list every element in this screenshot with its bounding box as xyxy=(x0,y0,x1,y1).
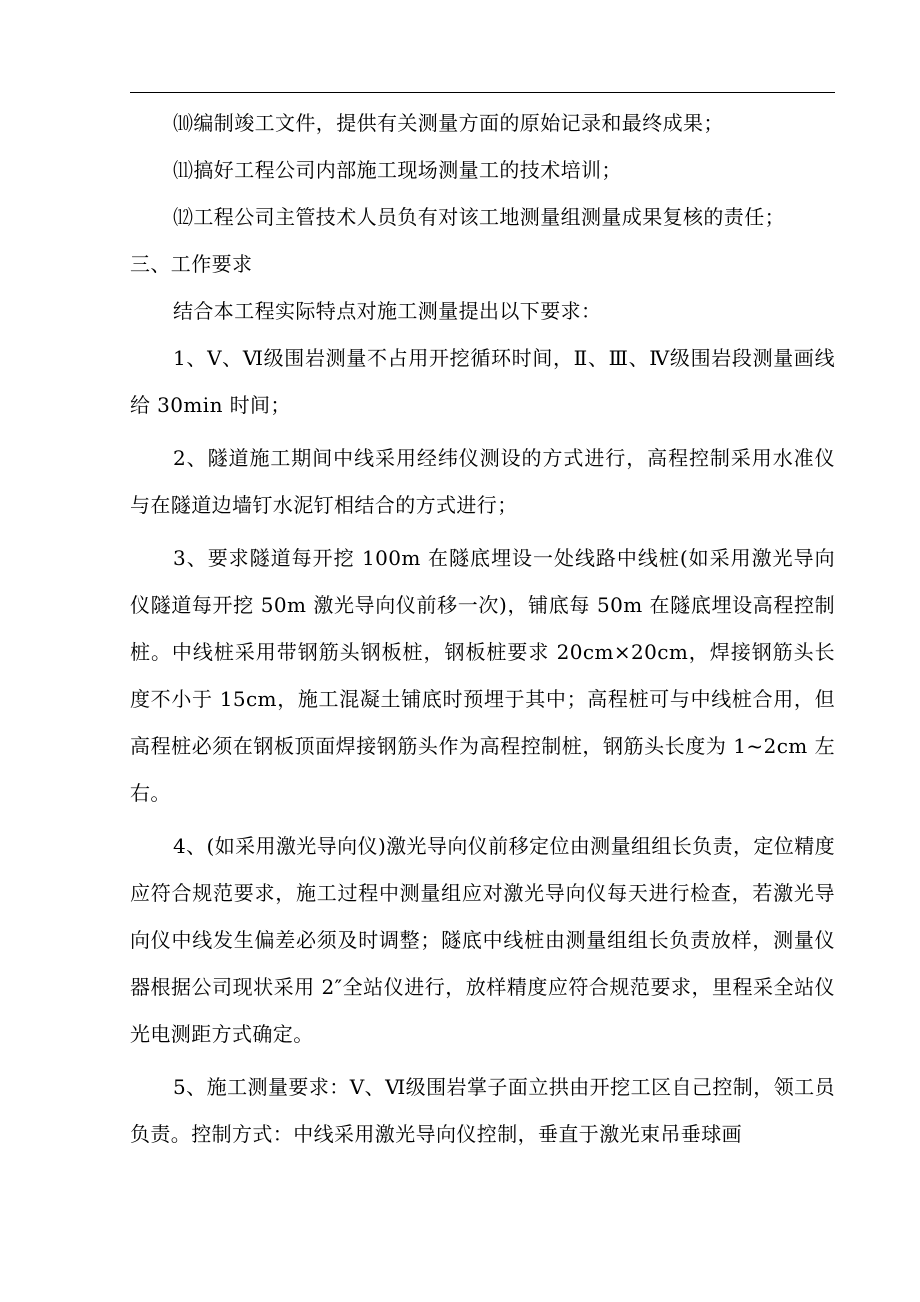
document-body xyxy=(130,100,835,1158)
requirement-4: 4、(如采用激光导向仪)激光导向仪前移定位由测量组组长负责，定位精度应符合规范要求，施工过程中测量组应对激光导向仪每天进行检查，若激光导向仪中线发生偏差必须及时调整；隧底中线桩由测量组组长负责放样，测量仪器根据公司现状采用 2″全站仪进行，放样精度应符合规范要求，里程采全站仪光电测距方式确定。 xyxy=(130,834,835,1046)
requirement-3: 3、要求隧道每开挖 100m 在隧底埋设一处线路中线桩(如采用激光导向仪隧道每开挖 50m 激光导向仪前移一次)，铺底每 50m 在隧底埋设高程控制桩。中线桩采用带钢筋头钢板桩，钢板桩要求 20cm×20cm，焊接钢筋头长度不小于 15cm，施工混凝土铺底时预埋于其中；高程桩可与中线桩合用，但高程桩必须在钢板顶面焊接钢筋头作为高程控制桩，钢筋头长度为 1~2cm 左右。 xyxy=(130,546,835,805)
list-item-12: ⑿工程公司主管技术人员负有对该工地测量组测量成果复核的责任； xyxy=(173,205,785,229)
list-item-11: ⑾搞好工程公司内部施工现场测量工的技术培训； xyxy=(173,158,622,182)
requirement-5: 5、施工测量要求：Ⅴ、Ⅵ级围岩掌子面立拱由开挖工区自己控制，领工员负责。控制方式：中线采用激光导向仪控制，垂直于激光束吊垂球画 xyxy=(130,1075,835,1146)
requirement-2: 2、隧道施工期间中线采用经纬仪测设的方式进行，高程控制采用水准仪与在隧道边墙钉水泥钉相结合的方式进行； xyxy=(130,446,835,517)
intro-paragraph: 结合本工程实际特点对施工测量提出以下要求： xyxy=(173,299,602,323)
section-heading: 三、工作要求 xyxy=(130,252,253,276)
header-rule xyxy=(130,92,835,93)
requirement-1: 1、Ⅴ、Ⅵ级围岩测量不占用开挖循环时间，Ⅱ、Ⅲ、Ⅳ级围岩段测量画线给 30min 时间； xyxy=(130,346,835,417)
list-item-10: ⑽编制竣工文件，提供有关测量方面的原始记录和最终成果； xyxy=(173,111,724,135)
